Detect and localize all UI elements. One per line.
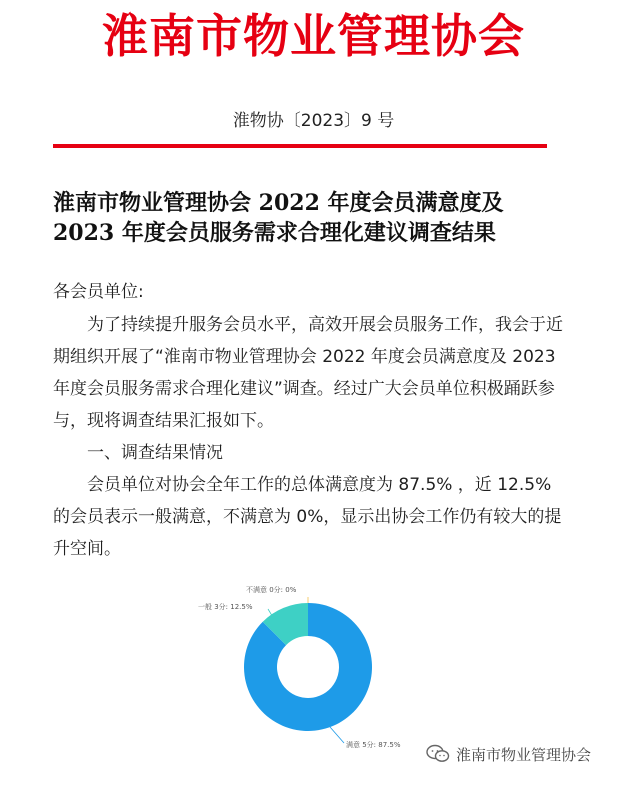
intro-paragraph <box>53 309 563 437</box>
document-title <box>53 188 593 248</box>
salutation <box>53 276 563 308</box>
wechat-icon <box>426 744 450 764</box>
leader-line-satisfied <box>330 727 344 743</box>
data-label-satisfied: 满意 5分: 87.5% <box>346 741 401 749</box>
data-label-average: 一般 3分: 12.5% <box>198 603 253 611</box>
document-number: 淮物协〔2023〕9 号 <box>232 111 395 131</box>
title-line-1: 淮南市物业管理协会 2022 年度会员满意度及 <box>53 190 504 216</box>
donut-svg <box>180 575 440 755</box>
org-masthead: 淮南市物业管理协会 <box>102 9 525 63</box>
results-paragraph <box>53 469 563 565</box>
section-heading-text: 一、调查结果情况 <box>87 443 223 463</box>
red-divider <box>53 144 547 148</box>
watermark-text: 淮南市物业管理协会 <box>456 745 592 764</box>
satisfaction-donut-chart <box>180 575 440 755</box>
results-paragraph-text: 会员单位对协会全年工作的总体满意度为 87.5% ，近 12.5%的会员表示一般满意，不满意为 0%，显示出协会工作仍有较大的提升空间。 <box>53 475 562 559</box>
section-heading <box>53 437 563 469</box>
wechat-watermark <box>426 740 591 768</box>
data-label-dissatisfied: 不满意 0分: 0% <box>246 586 297 594</box>
salutation-text: 各会员单位: <box>53 282 144 302</box>
intro-paragraph-text: 为了持续提升服务会员水平，高效开展会员服务工作，我会于近期组织开展了“淮南市物业管理协会 2022 年度会员满意度及 2023 年度会员服务需求合理化建议”调查。经过广大会员单位积极踊跃参与，现将调查结果汇报如下。 <box>53 315 563 431</box>
title-line-2: 2023 年度会员服务需求合理化建议调查结果 <box>53 220 496 246</box>
